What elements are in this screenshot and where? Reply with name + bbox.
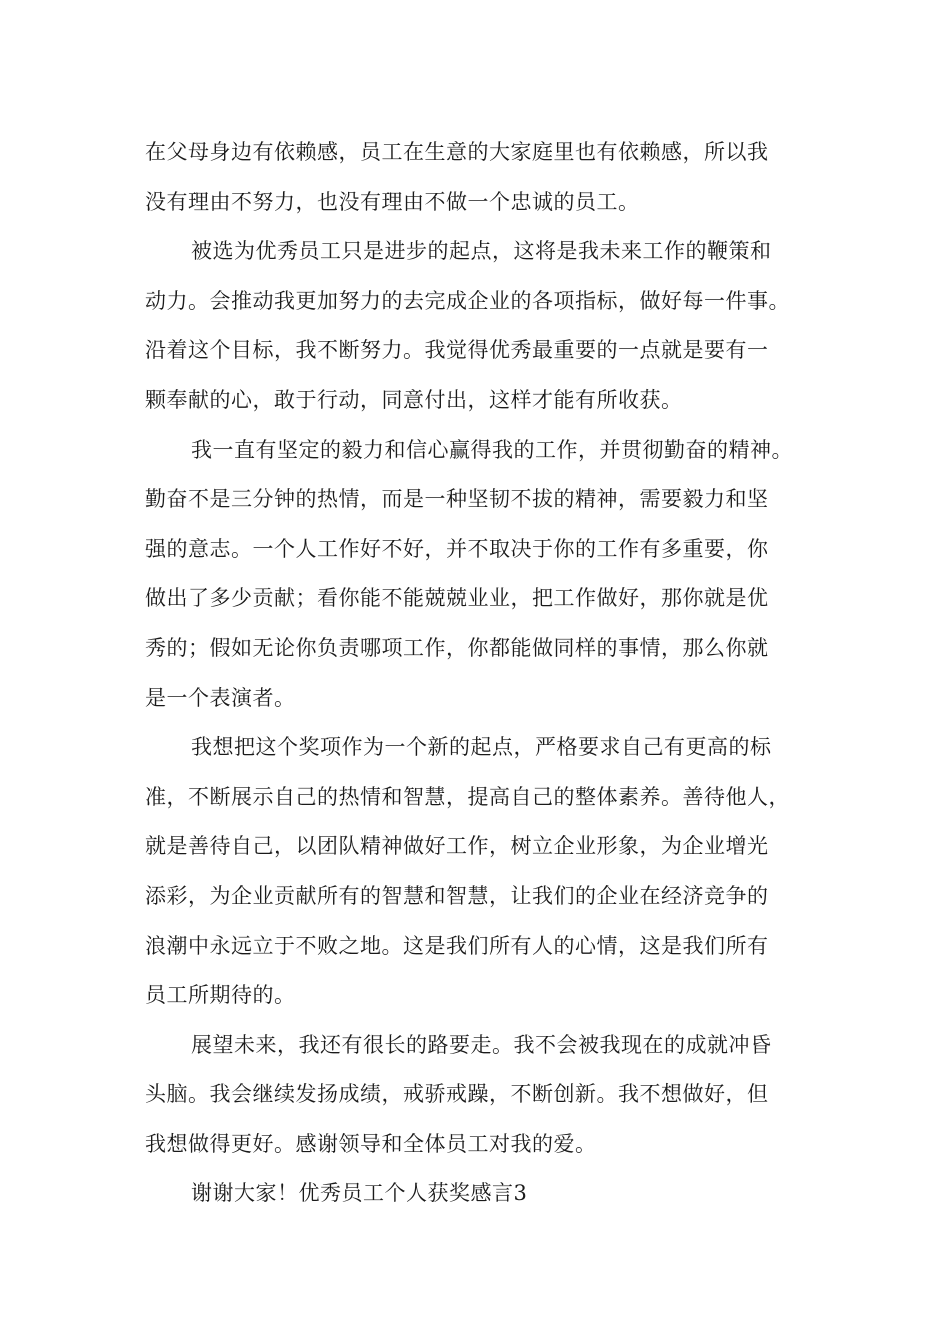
- text-line: 动力。会推动我更加努力的去完成企业的各项指标，做好每一件事。: [145, 288, 790, 313]
- document-body: [145, 128, 815, 1219]
- text-line: 谢谢大家！优秀员工个人获奖感言3: [191, 1181, 528, 1206]
- text-line: 在父母身边有依赖感，员工在生意的大家庭里也有依赖感，所以我: [145, 140, 769, 164]
- text-line: 我想做得更好。感谢领导和全体员工对我的爱。: [145, 1131, 597, 1156]
- paragraph-2: [145, 227, 815, 425]
- paragraph-4: [145, 723, 815, 1021]
- paragraph-1: [145, 128, 815, 227]
- text-line: 沿着这个目标，我不断努力。我觉得优秀最重要的一点就是要有一: [145, 338, 769, 363]
- text-line: 是一个表演者。: [145, 685, 296, 710]
- text-line: 做出了多少贡献；看你能不能兢兢业业，把工作做好，那你就是优: [145, 586, 769, 611]
- text-line: 颗奉献的心，敢于行动，同意付出，这样才能有所收获。: [145, 387, 683, 412]
- text-line: 员工所期待的。: [145, 983, 296, 1008]
- text-line: 勤奋不是三分钟的热情，而是一种坚韧不拔的精神，需要毅力和坚: [145, 487, 769, 512]
- text-line: 添彩，为企业贡献所有的智慧和智慧，让我们的企业在经济竞争的: [145, 883, 769, 908]
- text-line: 秀的；假如无论你负责哪项工作，你都能做同样的事情，那么你就: [145, 635, 769, 660]
- text-line: 展望未来，我还有很长的路要走。我不会被我现在的成就冲昏: [191, 1032, 772, 1057]
- text-line: 强的意志。一个人工作好不好，并不取决于你的工作有多重要，你: [145, 536, 769, 561]
- text-line: 准，不断展示自己的热情和智慧，提高自己的整体素养。善待他人，: [145, 784, 790, 809]
- text-line: 没有理由不努力，也没有理由不做一个忠诚的员工。: [145, 189, 640, 214]
- text-line: 浪潮中永远立于不败之地。这是我们所有人的心情，这是我们所有: [145, 933, 769, 958]
- paragraph-3: [145, 426, 815, 724]
- text-line: 头脑。我会继续发扬成绩，戒骄戒躁，不断创新。我不想做好，但: [145, 1082, 769, 1107]
- text-line: 我想把这个奖项作为一个新的起点，严格要求自己有更高的标: [191, 735, 772, 760]
- text-line: 我一直有坚定的毅力和信心赢得我的工作，并贯彻勤奋的精神。: [191, 437, 793, 462]
- paragraph-6: [145, 1169, 815, 1219]
- text-line: 被选为优秀员工只是进步的起点，这将是我未来工作的鞭策和: [191, 239, 772, 264]
- text-line: 就是善待自己，以团队精神做好工作，树立企业形象，为企业增光: [145, 834, 769, 859]
- paragraph-5: [145, 1021, 815, 1170]
